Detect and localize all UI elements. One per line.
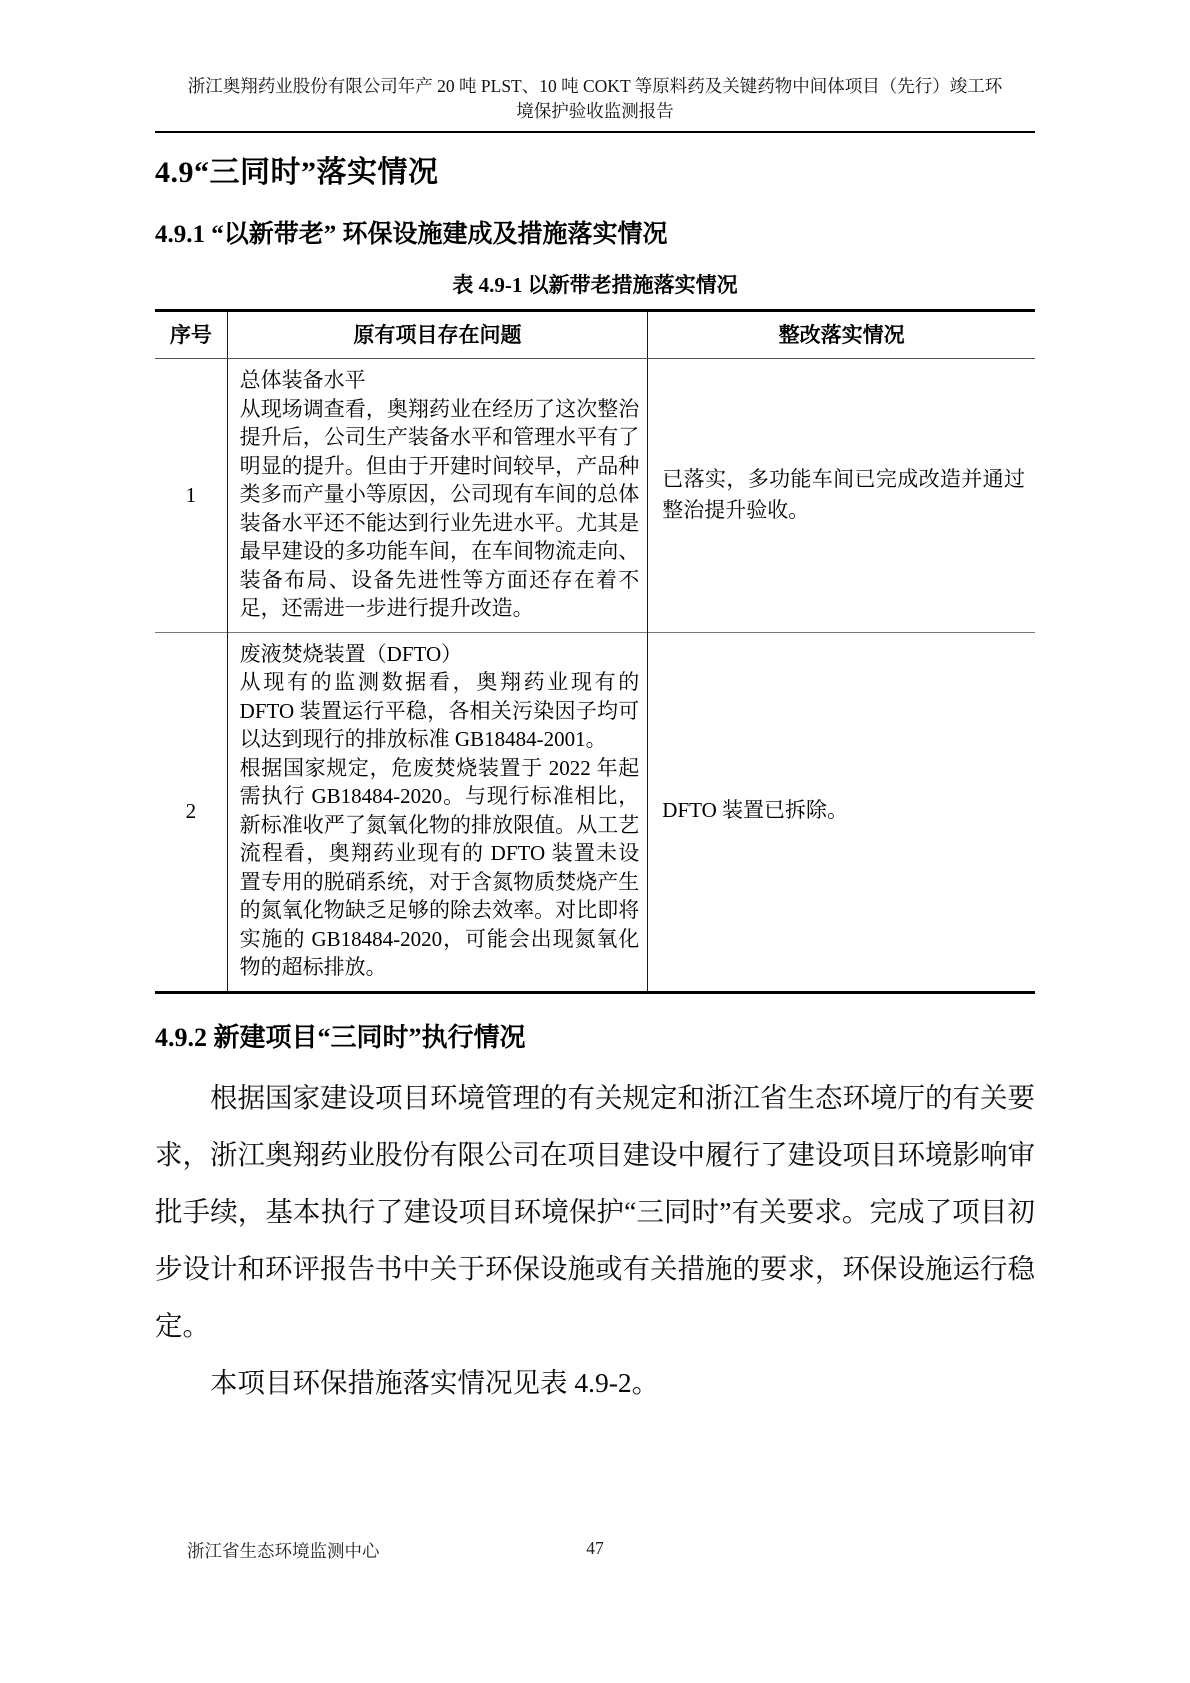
resolution-cell: DFTO 装置已拆除。 (648, 632, 1035, 992)
page-content (155, 0, 1035, 1411)
page-header (155, 0, 1035, 124)
section-body (155, 1069, 1035, 1411)
problem-title: 总体装备水平 (239, 368, 366, 393)
problem-cell (227, 359, 648, 633)
body-paragraph: 根据国家建设项目环境管理的有关规定和浙江省生态环境厅的有关要求，浙江奥翔药业股份有限公司在项目建设中履行了建设项目环境影响审批手续，基本执行了建设项目环境保护“三同时”有关要求。完成了项目初步设计和环评报告书中关于环保设施或有关措施的要求，环保设施运行稳定。 (155, 1081, 1035, 1341)
problem-body: 根据国家规定，危废焚烧装置于 2022 年起需执行 GB18484-2020。与现行标准相比，新标准收严了氮氧化物的排放限值。从工艺流程看，奥翔药业现有的 DFTO 装置未设置专用的脱硝系统，对于含氮物质焚烧产生的氮氧化物缺乏足够的除去效率。对比即将实施的 GB18484-2020，可能会出现氮氧化物的超标排放。 (239, 755, 640, 980)
table-caption: 表 4.9-1 以新带老措施落实情况 (452, 273, 738, 298)
header-rule (155, 131, 1035, 133)
table-reference-paragraph: 本项目环保措施落实情况见表 4.9-2。 (210, 1366, 660, 1398)
section-heading-4-9-1: 4.9.1 “以新带老” 环保设施建成及措施落实情况 (155, 220, 668, 248)
column-header-problem: 原有项目存在问题 (227, 311, 648, 359)
column-header-no: 序号 (155, 311, 227, 359)
column-header-resolution: 整改落实情况 (648, 311, 1035, 359)
footer-organization: 浙江省生态环境监测中心 (187, 1541, 380, 1561)
table-header-row (155, 311, 1035, 359)
problem-body: 从现场调查看，奥翔药业在经历了这次整治提升后，公司生产装备水平和管理水平有了明显的提升。但由于开建时间较早，产品种类多而产量小等原因，公司现有车间的总体装备水平还不能达到行业先进水平。尤其是最早建设的多功能车间，在车间物流走向、装备布局、设备先进性等方面还存在着不足，还需进一步进行提升改造。 (239, 396, 640, 621)
section-heading-4-9-2: 4.9.2 新建项目“三同时”执行情况 (155, 1022, 526, 1052)
acceptance-measures-table (155, 309, 1035, 994)
page-header-line-1: 浙江奥翔药业股份有限公司年产 20 吨 PLST、10 吨 COKT 等原料药及关键药物中间体项目（先行）竣工环 (187, 76, 1003, 96)
problem-body: 从现有的监测数据看，奥翔药业现有的 DFTO 装置运行平稳，各相关污染因子均可以达到现行的排放标准 GB18484-2001。 (239, 670, 640, 752)
page-number: 47 (586, 1538, 604, 1558)
problem-title: 废液焚烧装置（DFTO） (239, 641, 463, 666)
problem-cell (227, 632, 648, 992)
resolution-cell: 已落实，多功能车间已完成改造并通过整治提升验收。 (662, 466, 1025, 522)
table-row (155, 359, 1035, 633)
row-number: 2 (155, 632, 227, 992)
row-number: 1 (185, 483, 197, 507)
section-heading-4-9: 4.9“三同时”落实情况 (155, 156, 439, 189)
table-row (155, 632, 1035, 992)
page-header-line-2: 境保护验收监测报告 (516, 101, 674, 121)
